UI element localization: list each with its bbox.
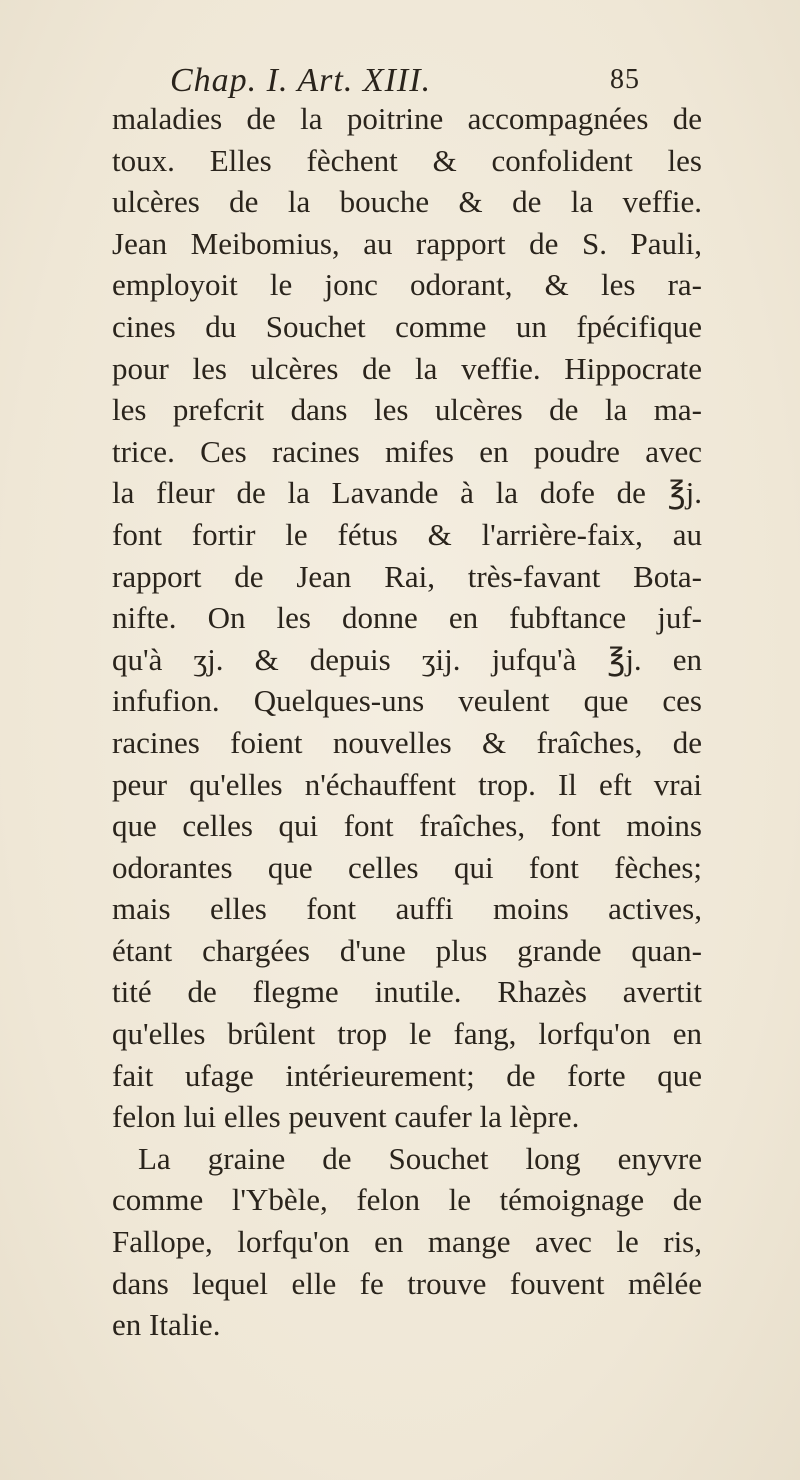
text-line: La graine de Souchet long enyvre: [138, 1140, 702, 1176]
text-line: Fallope, lorfqu'on en mange avec le ris,: [112, 1224, 702, 1260]
text-line: peur qu'elles n'échauffent trop. Il eft vrai: [112, 766, 702, 802]
text-line: font fortir le fétus & l'arrière-faix, au: [112, 516, 702, 552]
text-line: dans lequel elle fe trouve fouvent mêlée: [112, 1265, 702, 1301]
text-line: étant chargées d'une plus grande quan-: [112, 932, 702, 968]
text-line: comme l'Ybèle, felon le témoignage de: [112, 1182, 702, 1218]
body-text: [112, 98, 702, 1346]
text-line: en Italie.: [112, 1307, 221, 1343]
text-line: nifte. On les donne en fubftance juf-: [112, 600, 702, 636]
text-line: trice. Ces racines mifes en poudre avec: [112, 433, 702, 469]
text-line: que celles qui font fraîches, font moins: [112, 808, 702, 844]
text-line: qu'elles brûlent trop le fang, lorfqu'on en: [112, 1016, 702, 1052]
text-line: employoit le jonc odorant, & les ra-: [112, 267, 702, 303]
text-line: felon lui elles peuvent caufer la lèpre.: [112, 1099, 580, 1135]
text-line: racines foient nouvelles & fraîches, de: [112, 724, 702, 760]
text-line: cines du Souchet comme un fpécifique: [112, 308, 702, 344]
text-line: mais elles font auffi moins actives,: [112, 891, 702, 927]
text-line: fait ufage intérieurement; de forte que: [112, 1057, 702, 1093]
text-line: qu'à ʒj. & depuis ʒij. jufqu'à ℥j. en: [112, 641, 702, 677]
page-number: 85: [610, 64, 640, 95]
text-line: tité de flegme inutile. Rhazès avertit: [112, 974, 702, 1010]
text-line: infufion. Quelques-uns veulent que ces: [112, 683, 702, 719]
text-line: Jean Meibomius, au rapport de S. Pauli,: [112, 225, 702, 261]
text-line: ulcères de la bouche & de la veffie.: [112, 184, 702, 220]
text-line: odorantes que celles qui font fèches;: [112, 849, 702, 885]
page-header: [170, 62, 640, 102]
text-line: les prefcrit dans les ulcères de la ma-: [112, 392, 702, 428]
text-line: rapport de Jean Rai, très-favant Bota-: [112, 558, 702, 594]
text-line: la fleur de la Lavande à la dofe de ℥j.: [112, 475, 702, 511]
text-line: maladies de la poitrine accompagnées de: [112, 101, 702, 136]
running-head: Chap. I. Art. XIII.: [170, 62, 432, 99]
text-line: toux. Elles fèchent & confolident les: [112, 142, 702, 178]
text-line: pour les ulcères de la veffie. Hippocrate: [112, 350, 702, 386]
